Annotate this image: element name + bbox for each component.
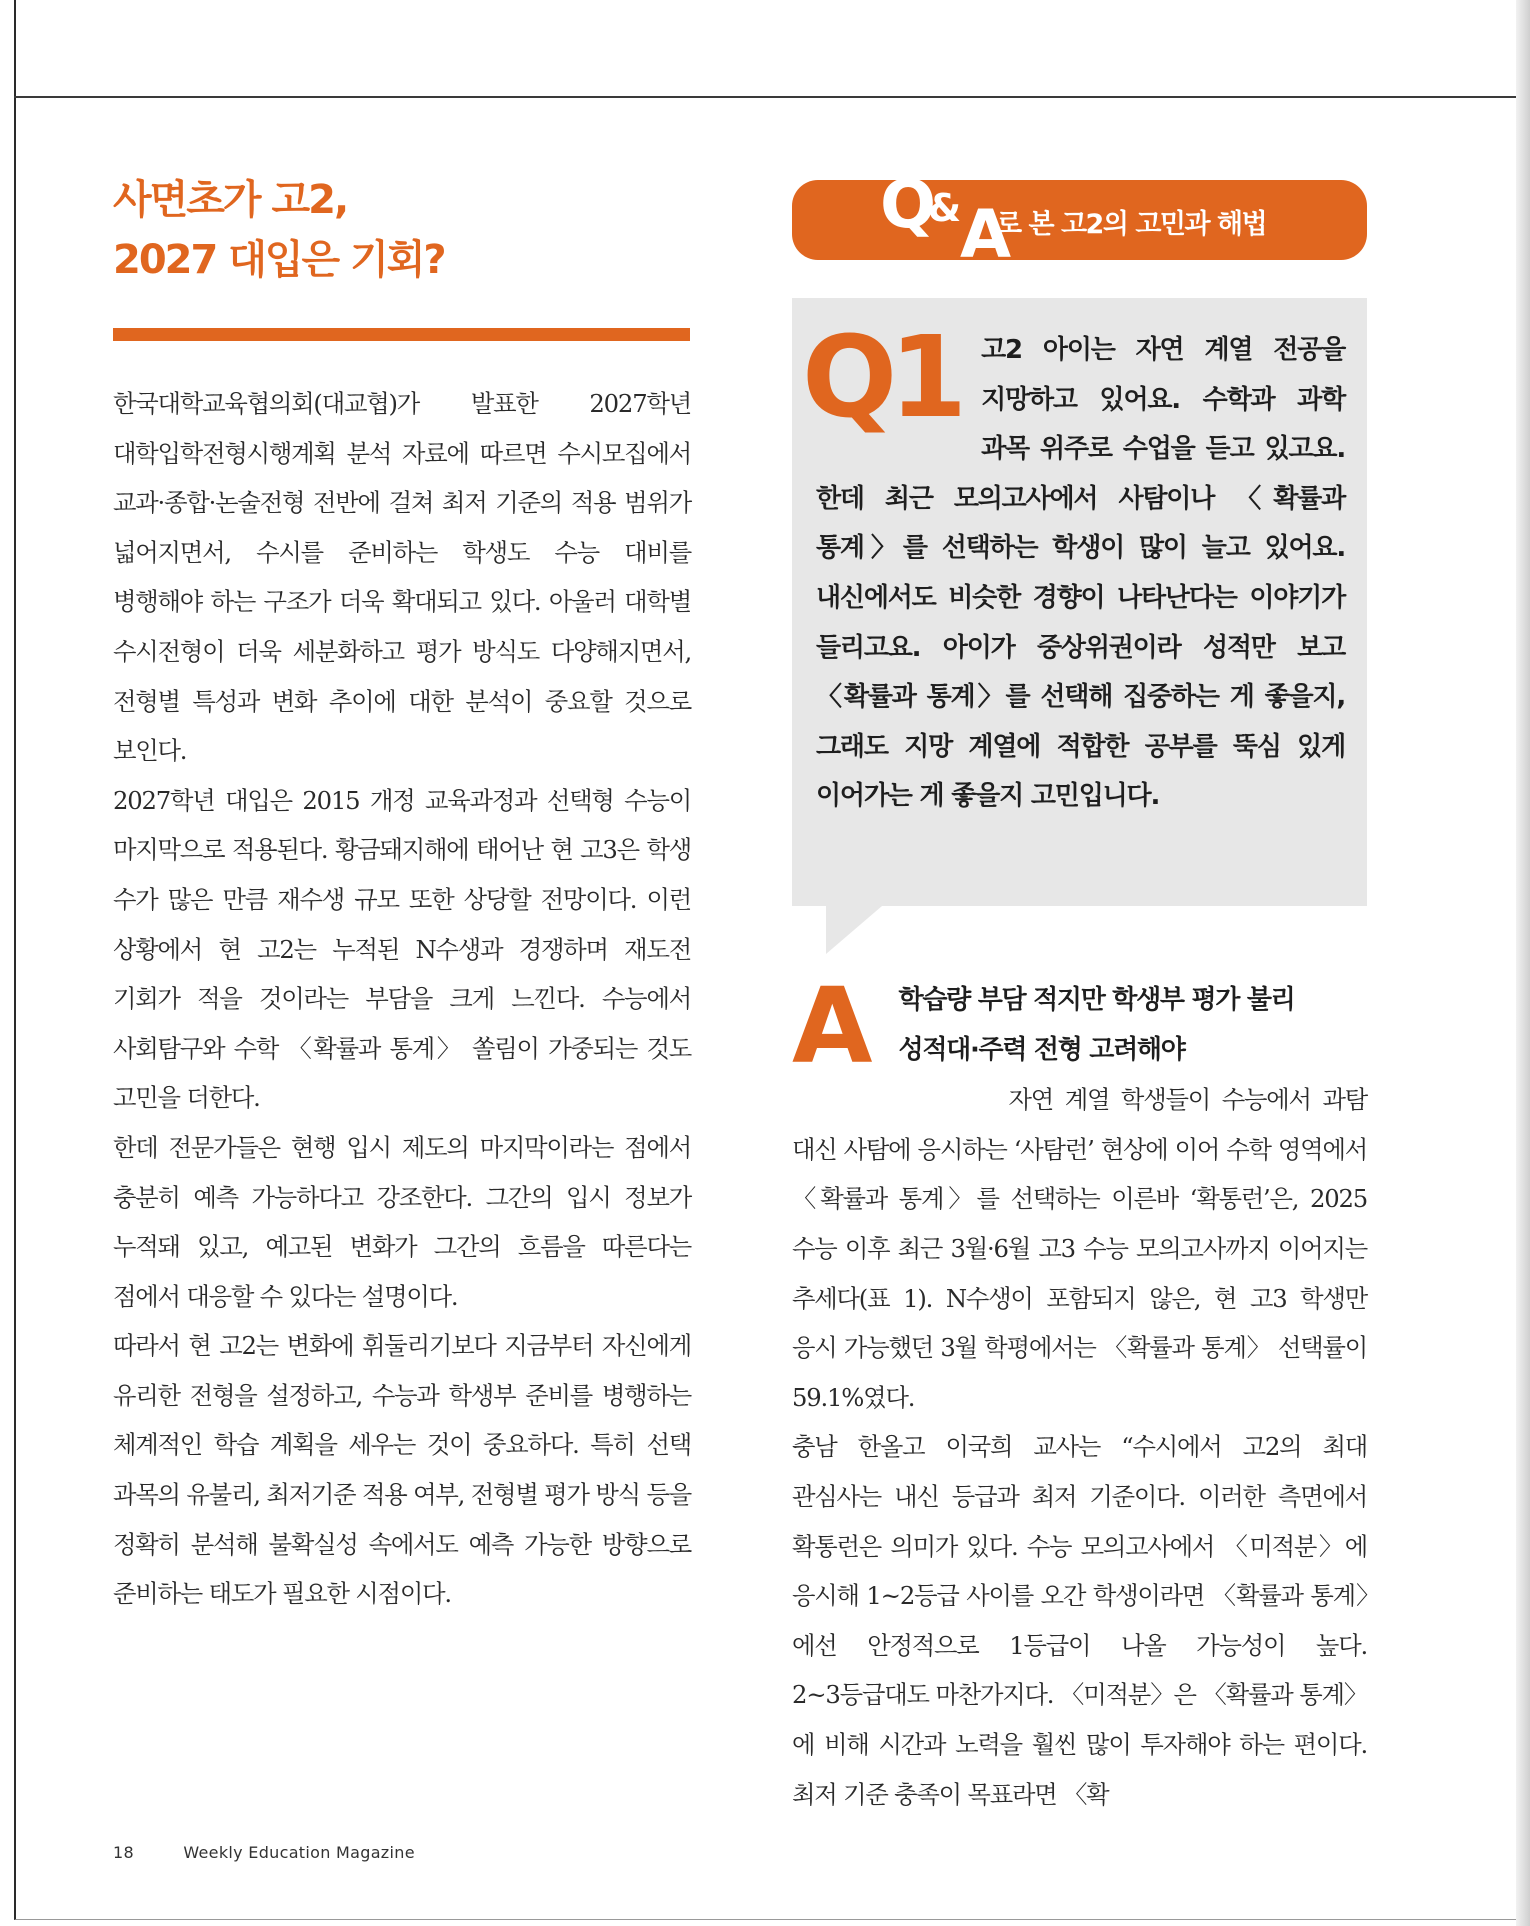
answer-headline <box>792 976 1367 1075</box>
qa-column <box>792 166 1367 1819</box>
qa-banner <box>792 166 1367 273</box>
qa-banner-title: 로 본 고2의 고민과 해법 <box>996 209 1267 240</box>
answer-paragraph: 자연 계열 학생들이 수능에서 과탐 대신 사탐에 응시하는 ‘사탐런’ 현상에 이어 수학 영역에서 〈확률과 통계〉를 선택하는 이른바 ‘확통런’은, 2025 수능 이후 최근 3월·6월 고3 수능 모의고사까지 이어지는 추세다(표 1). N수생이 포함되지 않은, 현 고3 학생만 응시 가능했던 3월 학평에서는 〈확률과 통계〉 선택률이 59.1%였다. <box>792 1085 1367 1412</box>
header-rule <box>14 96 1516 98</box>
qa-logo-amp: & <box>928 186 962 230</box>
answer-headline-line-2: 성적대·주력 전형 고려해야 <box>898 1034 1185 1065</box>
page-number: 18 <box>113 1843 134 1862</box>
question-text: 고2 아이는 자연 계열 전공을 지망하고 있어요. 수학과 과학 과목 위주로 수업을 듣고 있고요. 한데 최근 모의고사에서 사탐이나 〈확률과 통계〉를 선택하는 학생이 많이 늘고 있어요. 내신에서도 비슷한 경향이 나타난다는 이야기가 들리고요. 아이가 중상위권이라 성적만 보고 〈확률과 통계〉를 선택해 집중하는 게 좋을지, 그래도 지망 계열에 적합한 공부를 뚝심 있게 이어가는 게 좋을지 고민입니다. <box>816 335 1345 812</box>
magazine-name: Weekly Education Magazine <box>183 1843 415 1862</box>
page-footer <box>113 1843 415 1862</box>
article-paragraph: 2027학년 대입은 2015 개정 교육과정과 선택형 수능이 마지막으로 적용된다. 황금돼지해에 태어난 현 고3은 학생 수가 많은 만큼 재수생 규모 또한 상당할 전망이다. 이런 상황에서 현 고2는 누적된 N수생과 경쟁하며 재도전 기회가 적을 것이라는 부담을 크게 느낀다. 수능에서 사회탐구와 수학 〈확률과 통계〉 쏠림이 가중되는 것도 고민을 더한다. <box>113 785 691 1113</box>
title-line-2: 2027 대입은 기회? <box>113 237 445 283</box>
article-column <box>113 170 691 1619</box>
question-label: Q1 <box>802 313 960 443</box>
page-edge-shadow <box>1516 0 1530 1926</box>
question-bubble <box>792 298 1367 906</box>
answer-label: A <box>792 965 873 1087</box>
article-paragraph: 한국대학교육협의회(대교협)가 발표한 2027학년 대학입학전형시행계획 분석 자료에 따르면 수시모집에서 교과·종합·논술전형 전반에 걸쳐 최저 기준의 적용 범위가 넓어지면서, 수시를 준비하는 학생도 수능 대비를 병행해야 하는 구조가 더욱 확대되고 있다. 아울러 대학별 수시전형이 더욱 세분화하고 평가 방식도 다양해지면서, 전형별 특성과 변화 추이에 대한 분석이 중요할 것으로 보인다. <box>113 389 691 766</box>
article-paragraph: 한데 전문가들은 현행 입시 제도의 마지막이라는 점에서 충분히 예측 가능하다고 강조한다. 그간의 입시 정보가 누적돼 있고, 예고된 변화가 그간의 흐름을 따른다는 점에서 대응할 수 있다는 설명이다. <box>113 1132 691 1311</box>
answer-block <box>792 965 1367 1819</box>
answer-headline-line-1: 학습량 부담 적지만 학생부 평가 불리 <box>898 985 1295 1015</box>
answer-paragraph: 충남 한올고 이국희 교사는 “수시에서 고2의 최대 관심사는 내신 등급과 최저 기준이다. 이러한 측면에서 확통런은 의미가 있다. 수능 모의고사에서 〈미적분〉에 응시해 1~2등급 사이를 오간 학생이라면 〈확률과 통계〉에선 안정적으로 1등급이 나올 가능성이 높다. 2~3등급대도 마찬가지다. 〈미적분〉은 〈확률과 통계〉에 비해 시간과 노력을 훨씬 많이 투자해야 하는 편이다. 최저 기준 충족이 목표라면 〈확 <box>792 1432 1367 1809</box>
article-paragraph: 따라서 현 고2는 변화에 휘둘리기보다 지금부터 자신에게 유리한 전형을 설정하고, 수능과 학생부 준비를 병행하는 체계적인 학습 계획을 세우는 것이 중요하다. 특히 선택 과목의 유불리, 최저기준 적용 여부, 전형별 평가 방식 등을 정확히 분석해 불확실성 속에서도 예측 가능한 방향으로 준비하는 태도가 필요한 시점이다. <box>113 1331 691 1609</box>
title-underline <box>113 328 690 341</box>
qa-logo-a: A <box>960 196 1012 273</box>
qa-logo-q: Q <box>880 166 933 243</box>
title-line-1: 사면초가 고2, <box>113 177 348 223</box>
article-body <box>113 379 691 1619</box>
article-title <box>113 170 691 290</box>
